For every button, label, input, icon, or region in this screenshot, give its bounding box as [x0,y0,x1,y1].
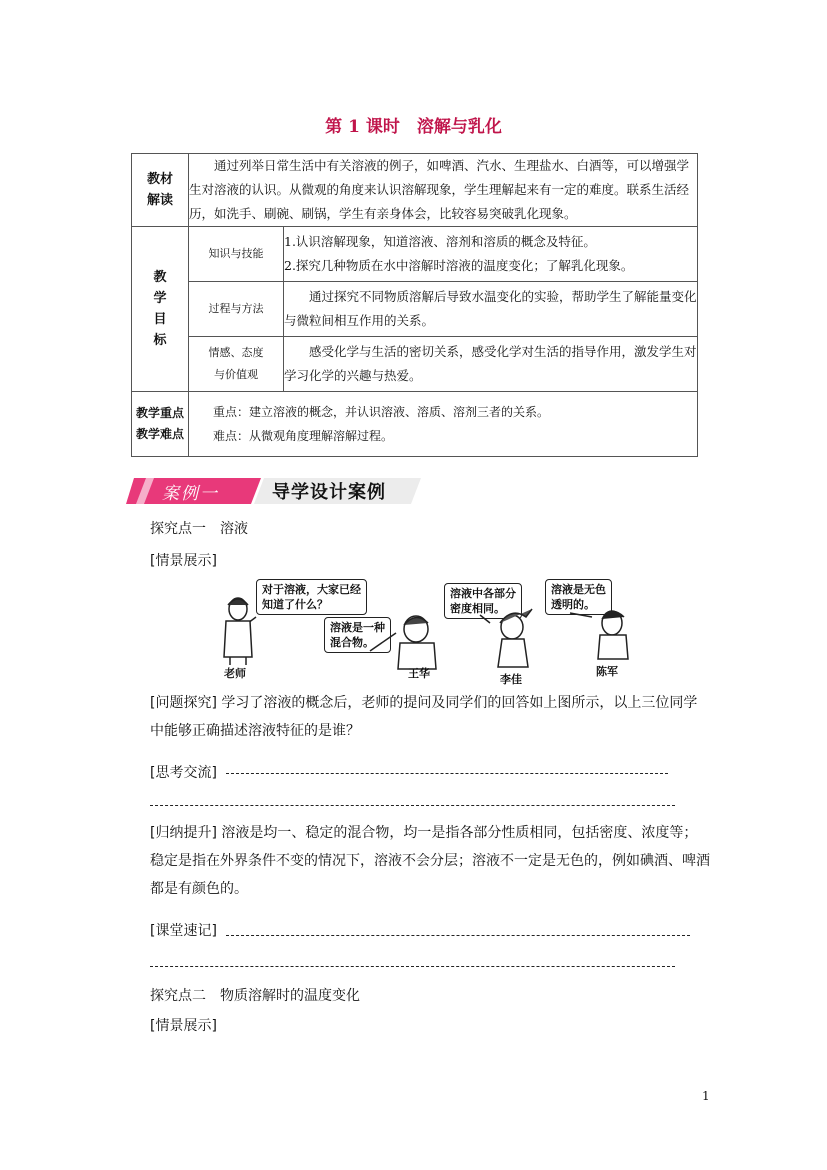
goal-label-process [189,282,284,337]
key-head-text: 教学重点 教学难点 [135,406,184,441]
question-paragraph: [问题探究] 学习了溶液的概念后，老师的提问及同学们的回答如上图所示，以上三位同学中能够正确描述溶液特征的是谁？ [150,695,698,739]
lesson-plan-table [131,153,698,457]
goals-head-text: 教 学 目 标 [153,270,167,348]
name-teacher: 老师 [224,667,246,680]
goal-label-text: 情感、态度 与价值观 [208,346,264,381]
goal-line: 感受化学与生活的密切关系，感受化学对生活的指导作用，激发学生对学习化学的兴趣与热爱。 [284,344,697,383]
banner-case-label: 案例一 [162,484,219,504]
notes-line [150,966,675,967]
section2-heading: 探究点二 物质溶解时的温度变化 [150,988,360,1004]
bubble-lijia-text: 溶液中各部分 密度相同。 [450,587,516,615]
reading-text: 通过列举日常生活中有关溶液的例子，如啤酒、汽水、生理盐水、白酒等，可以增强学生对溶液的认识。从微观的角度来认识溶解现象，学生理解起来有一定的难度。联系生活经历，如洗手、刷碗、刷锅，学生有亲身体会，比较容易突破乳化现象。 [189,158,690,221]
goal-line: 2.探究几种物质在水中溶解时溶液的温度变化；了解乳化现象。 [284,258,634,273]
page-number: 1 [702,1089,710,1103]
goal-label-knowledge [189,227,284,282]
section1-scene: [情景展示] [150,553,217,569]
key-head [132,392,189,457]
page-title: 第 1 课时 溶解与乳化 [325,117,502,137]
goal-label-text: 过程与方法 [208,302,264,315]
key-line: 重点：建立溶液的概念，并认识溶液、溶质、溶剂三者的关系。 [213,405,550,419]
section-banner [126,476,426,506]
people-drawing [220,577,640,683]
name-lijia: 李佳 [500,673,522,686]
goal-label-text: 知识与技能 [208,247,264,260]
reading-cell [189,154,698,227]
notes-line [226,935,690,936]
goal-attitude [284,337,698,392]
goal-line: 通过探究不同物质溶解后导致水温变化的实验，帮助学生了解能量变化与微粒间相互作用的关系。 [284,289,697,328]
answer-line [226,773,668,774]
think-label: [思考交流] [150,765,217,781]
summary-paragraph: [归纳提升] 溶液是均一、稳定的混合物，均一是指各部分性质相同，包括密度、浓度等；稳定是指在外界条件不变的情况下，溶液不会分层；溶液不一定是无色的，例如碘酒、啤酒都是有颜色的。 [150,825,710,897]
goal-label-attitude [189,337,284,392]
bubble-chenjun-text: 溶液是无色 透明的。 [551,583,606,611]
key-line: 难点：从微观角度理解溶解过程。 [213,429,394,443]
goal-line: 1.认识溶解现象，知道溶液、溶剂和溶质的概念及特征。 [284,234,596,249]
goals-head [132,227,189,392]
name-wanghua: 王华 [408,667,430,680]
reading-head [132,154,189,227]
bubble-teacher-text: 对于溶液，大家已经 知道了什么？ [262,583,361,611]
section2-scene: [情景展示] [150,1018,217,1034]
answer-line [150,805,675,806]
notes-label: [课堂速记] [150,923,217,939]
goal-process [284,282,698,337]
section1-heading: 探究点一 溶液 [150,521,248,537]
name-chenjun: 陈军 [596,665,618,678]
key-cell [189,392,698,457]
goal-knowledge [284,227,698,282]
dialogue-illustration [220,577,640,686]
bubble-wanghua-text: 溶液是一种 混合物。 [330,621,385,649]
reading-head-text: 教材 解读 [146,172,173,208]
banner-title: 导学设计案例 [272,482,386,503]
